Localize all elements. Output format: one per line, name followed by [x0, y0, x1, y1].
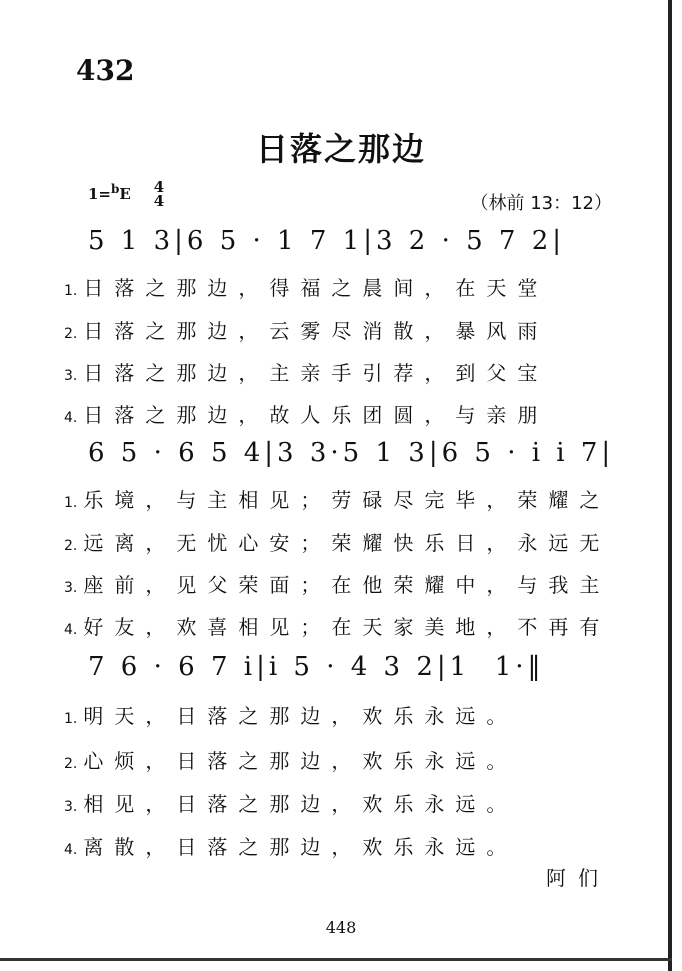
lyric-line: [64, 527, 610, 556]
lyric-text: 好友，欢喜相见；在天家美地，不再有: [83, 615, 611, 639]
lyric-line: [64, 357, 548, 386]
lyric-text: 日落之那边，主亲手引荐，到父宝: [83, 361, 549, 385]
verse-number: 1.: [64, 495, 78, 511]
notation-line: 7 6 · 6 7 i|i 5 · 4 3 2|1 1·‖: [88, 652, 545, 682]
verse-number: 4.: [64, 410, 78, 426]
lyric-text: 远离，无忧心安；荣耀快乐日，永远无: [83, 531, 611, 555]
key-letter: E: [119, 185, 131, 203]
page-edge-bottom: [0, 958, 672, 961]
time-signature-bottom: 4: [153, 192, 165, 210]
verse-number: 2.: [64, 538, 78, 554]
verse-number: 4.: [64, 622, 78, 638]
verse-number: 3.: [64, 799, 78, 815]
verse-number: 1.: [64, 711, 78, 727]
page-number: 448: [325, 918, 357, 937]
lyric-text: 相见，日落之那边，欢乐永远。: [83, 792, 518, 816]
lyric-line: [64, 569, 610, 598]
verse-number: 2.: [64, 756, 78, 772]
lyric-text: 日落之那边，故人乐团圆，与亲朋: [83, 403, 549, 427]
lyric-line: [64, 788, 517, 817]
verse-number: 3.: [64, 580, 78, 596]
verse-number: 2.: [64, 326, 78, 342]
verse-number: 3.: [64, 368, 78, 384]
lyric-line: [64, 700, 517, 729]
lyric-text: 心烦，日落之那边，欢乐永远。: [83, 749, 518, 773]
time-signature: [151, 180, 167, 208]
amen-text: 阿们: [546, 866, 610, 890]
lyric-line: [64, 399, 548, 428]
verse-number: 1.: [64, 283, 78, 299]
key-flat: b: [111, 182, 120, 196]
lyric-line: [64, 611, 610, 640]
lyric-line: [64, 484, 610, 513]
key-prefix: 1=: [88, 185, 112, 203]
verse-number: 4.: [64, 842, 78, 858]
lyric-text: 离散，日落之那边，欢乐永远。: [83, 835, 518, 859]
time-signature-top: 4: [153, 178, 165, 196]
notation-line: 5 1 3|6 5 · 1 7 1|3 2 · 5 7 2|: [88, 226, 566, 256]
lyric-text: 乐境，与主相见；劳碌尽完毕，荣耀之: [83, 488, 611, 512]
hymn-number: 432: [76, 54, 135, 87]
lyric-text: 日落之那边，得福之晨间，在天堂: [83, 276, 549, 300]
scripture-reference: （林前 13：12）: [470, 193, 612, 214]
hymn-title: 日落之那边: [255, 130, 426, 168]
lyric-line: [64, 272, 548, 301]
lyric-line: [64, 315, 548, 344]
lyric-text: 日落之那边，云雾尽消散，暴风雨: [83, 319, 549, 343]
key-signature: [88, 182, 131, 203]
lyric-text: 明天，日落之那边，欢乐永远。: [83, 704, 518, 728]
lyric-line: [64, 745, 517, 774]
notation-line: 6 5 · 6 5 4|3 3·5 1 3|6 5 · i i 7|: [88, 438, 615, 468]
lyric-text: 座前，见父荣面；在他荣耀中，与我主: [83, 573, 611, 597]
lyric-line: [64, 831, 517, 860]
